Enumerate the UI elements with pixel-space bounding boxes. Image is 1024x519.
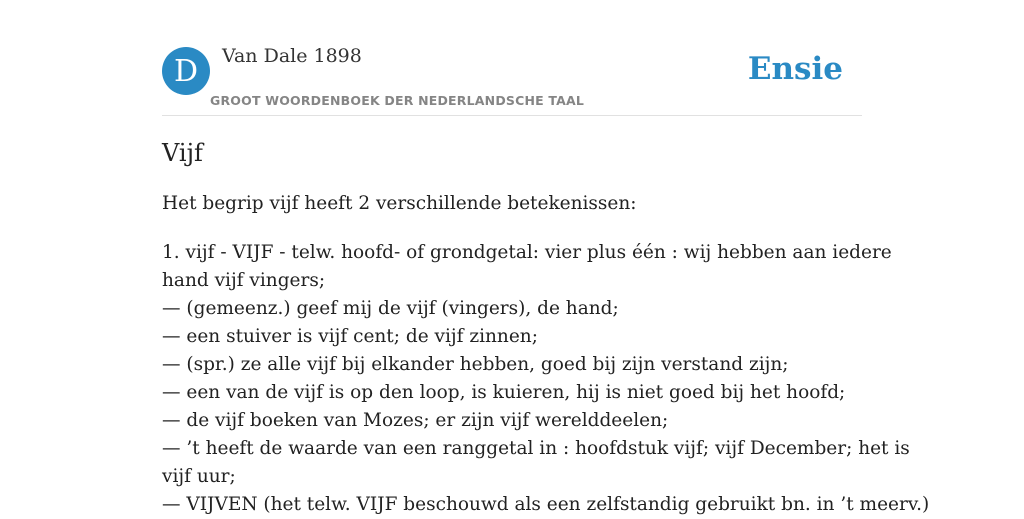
dictionary-logo[interactable] <box>162 47 210 95</box>
entry-intro: Het begrip vijf heeft 2 verschillende betekenissen: <box>162 193 637 214</box>
definition-line: — de vijf boeken van Mozes; er zijn vijf werelddeelen; <box>162 410 669 431</box>
ensie-brand-link[interactable]: Ensie <box>747 51 843 87</box>
header-divider <box>162 115 862 116</box>
definition-line: — een van de vijf is op den loop, is kuieren, hij is niet goed bij het hoofd; <box>162 382 846 403</box>
definition-line: — (spr.) ze alle vijf bij elkander hebben, goed bij zijn verstand zijn; <box>162 354 789 375</box>
entry-headword: Vijf <box>162 139 203 167</box>
definition-line: 1. vijf - VIJF - telw. hoofd- of grondgetal: vier plus één : wij hebben aan iedere <box>162 242 892 263</box>
definition-line: — ’t heeft de waarde van een ranggetal in : hoofdstuk vijf; vijf December; het is <box>162 438 910 459</box>
page <box>162 0 930 515</box>
definition-line: — VIJVEN (het telw. VIJF beschouwd als een zelfstandig gebruikt bn. in ’t meerv.) <box>162 494 930 515</box>
definition-line: — een stuiver is vijf cent; de vijf zinnen; <box>162 326 538 347</box>
definition-line: vijf uur; <box>162 466 236 487</box>
definition-line: — (gemeenz.) geef mij de vijf (vingers), de hand; <box>162 298 619 319</box>
dictionary-subtitle: GROOT WOORDENBOEK DER NEDERLANDSCHE TAAL <box>210 93 585 108</box>
dictionary-title[interactable]: Van Dale 1898 <box>222 45 362 67</box>
definition-line: hand vijf vingers; <box>162 270 326 291</box>
entry-definition <box>162 239 930 519</box>
logo-letter: D <box>173 53 199 89</box>
